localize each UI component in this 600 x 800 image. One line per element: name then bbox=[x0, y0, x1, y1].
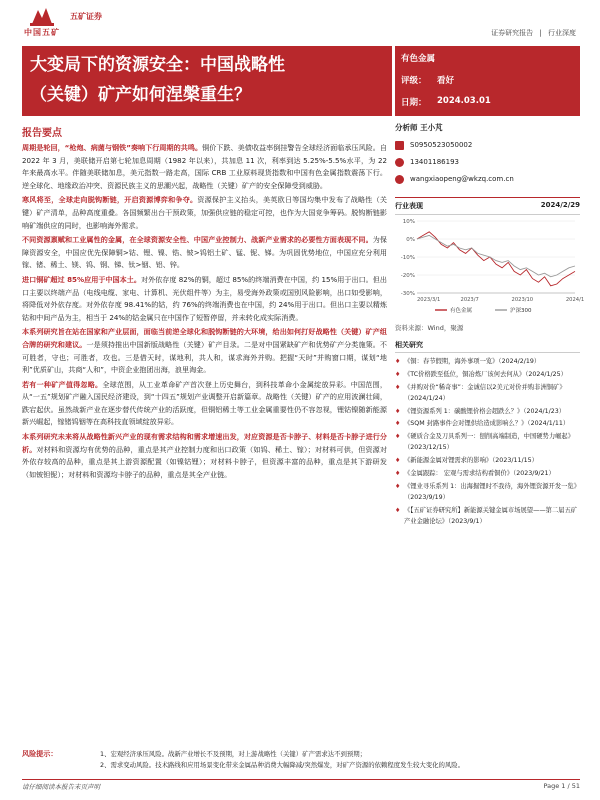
paragraph-2-body: 资源保护主义抬头，美英欧日等国均集中发布了战略性（关键）矿产清单，品种高度重叠。各国频繁出台干预政策，加强供应链的稳定可控，也作为大国竞争筹码。脱钩断链影响矿端供应的同时，也影响海外需求。 bbox=[22, 195, 388, 230]
footer bbox=[22, 782, 580, 791]
legend-label: 沪深300 bbox=[510, 308, 532, 314]
y-tick-label: -30% bbox=[400, 291, 415, 297]
risk-item-1: 1、宏观经济承压风险。战新产业增长不及预期，对上游战略性（关键）矿产需求达不到预期； bbox=[100, 749, 367, 758]
doc-tags bbox=[489, 28, 578, 38]
paragraph-6-highlight: 若有一种矿产值得忽略。 bbox=[22, 379, 103, 389]
rating-box bbox=[395, 46, 580, 116]
paragraph-6 bbox=[22, 379, 387, 429]
y-tick-label: -10% bbox=[400, 255, 415, 261]
paragraph-3-highlight: 不同资源禀赋和工业属性的金属，在全球资源安全性、中国产业控制力、战新产业需求的必要性方面表现不同。 bbox=[22, 235, 373, 245]
performance-chart-svg bbox=[395, 215, 585, 320]
related-research-item[interactable]: ♦ 《【五矿证券研究所】新能源关键金属市场展望——第二届五矿产业金融论坛》（2023/9/1） bbox=[395, 505, 580, 527]
paragraph-3 bbox=[22, 234, 387, 272]
report-category: 行业深度 bbox=[548, 29, 576, 37]
related-research-item[interactable]: ♦ 《金属跟踪： 宏观与需求结构看铜价》（2023/9/21） bbox=[395, 468, 580, 479]
paragraph-3-body: 为保障资源安全，中国应优先保障铜>钴、锂、镍、锆、铍>钨铝土矿、锰、铌、锑。为巩固优势地位，中国应充分利用镓、锗、稀土、镁、钨、钢、锑、钛>铟、铝、锌。 bbox=[22, 235, 388, 270]
paragraph-1-body: 铜价下跌、美债收益率倒挂警告全球经济面临承压风险。自 2022 年 3 月，美联储开启第七轮加息周期（1982 年以来），共加息 11 次，利率到达 5.25%-5.5%水平，为 22 年来最高水平。伴随美联储加息，美元指数一路走高，国际 CRB 工业原料现货指数和中国有色金属指数震荡下行。逆全球化、地缘政治冲突、资源民族主义的思潮兴起，战略性（关键）矿产的安全保障受到威胁。 bbox=[22, 143, 387, 190]
report-title bbox=[22, 46, 392, 110]
rating-value: 看好 bbox=[437, 76, 455, 86]
analyst-name: 分析师 王小芃 bbox=[395, 123, 443, 132]
paragraph-5-highlight: 本系列研究旨在站在国家和产业层面，面临当前逆全球化和脱钩断链的大环境，给出如何打好战略性（关键）矿产组合牌的研究和建议。 bbox=[22, 327, 387, 349]
tag-separator: | bbox=[539, 29, 542, 37]
main-content bbox=[22, 118, 387, 483]
paragraph-5 bbox=[22, 326, 387, 376]
risk-section bbox=[22, 748, 580, 771]
risk-item-2: 2、需求变动风险。技术路线和应用场景变化带来金属品种消费大幅降减/突然爆发，对矿产资源的依赖程度发生较大变化的风险。 bbox=[100, 760, 465, 769]
y-tick-label: 0% bbox=[406, 237, 415, 243]
paragraph-2 bbox=[22, 194, 387, 232]
x-tick-label: 2023/7 bbox=[460, 297, 479, 303]
paragraph-7 bbox=[22, 431, 387, 481]
phone-icon bbox=[395, 158, 404, 167]
series-line-0 bbox=[417, 232, 575, 286]
performance-date: 2024/2/29 bbox=[540, 201, 580, 209]
paragraph-1 bbox=[22, 142, 387, 192]
related-research-item[interactable]: ♦ 《并购对价“稀奇事”：金诚信以2美元对价并购非洲铜矿》（2024/1/24） bbox=[395, 382, 580, 404]
analyst-cert: S0950523050002 bbox=[410, 141, 473, 149]
rating-label: 评级： bbox=[401, 76, 427, 86]
related-research-item[interactable]: ♦ 《锂资源系列 1：碳酸锂价格会超跌么？》（2024/1/23） bbox=[395, 406, 580, 417]
title-banner bbox=[22, 46, 392, 116]
related-research-item[interactable]: ♦ 《新能源金属对锂需求的影响》（2023/11/15） bbox=[395, 455, 580, 466]
y-tick-label: -20% bbox=[400, 273, 415, 279]
top-header bbox=[0, 0, 600, 44]
footer-divider bbox=[22, 779, 580, 780]
related-research-item[interactable]: ♦ 《铜：春节假期，海外事项一览》（2024/2/19） bbox=[395, 356, 580, 367]
certificate-icon bbox=[395, 141, 404, 150]
paragraph-7-highlight: 本系列研究未来将从战略性新兴产业的现有需求结构和需求增速出发，对应资源是否卡脖子、材料是否卡脖子进行分析。 bbox=[22, 432, 387, 454]
performance-chart bbox=[395, 215, 585, 320]
company-logo bbox=[20, 6, 120, 40]
related-research-item[interactable]: ♦ 《SQM 封路事件会对锂供给造成影响么？》（2024/1/11） bbox=[395, 418, 580, 429]
date-value: 2024.03.01 bbox=[437, 96, 491, 106]
risk-list bbox=[22, 749, 580, 771]
related-research-item[interactable]: ♦ 《锂业寻乐系列 1：出海掘锂时不我待，海外锂资源开发一览》（2023/9/19） bbox=[395, 481, 580, 503]
title-line-2: （关键）矿产如何涅槃重生？ bbox=[30, 85, 251, 105]
date-label: 日期： bbox=[401, 98, 427, 108]
paragraph-2-highlight: 寒风将至，全球走向脱钩断链，开启资源博弈和争夺。 bbox=[22, 195, 198, 205]
paragraph-4-highlight: 进口铜矿超过 85%应用于中国本土。 bbox=[22, 274, 141, 284]
analyst-email-row bbox=[395, 174, 580, 184]
paragraph-5-body: 一是须持推出中国新版战略性（关键）矿产目录。二是对中国紧缺矿产和优势矿产分类施策。不可胜者，守也；可胜者，攻也。三是借天时，谋地利，共人和，谋求海外并购。把握“天时”并购窗口期，谋划“地利”优质矿山，共商“人和”，中资企业抱团出海，浪里淘金。 bbox=[22, 339, 388, 375]
analyst-email[interactable]: wangxiaopeng@wkzq.com.cn bbox=[410, 175, 514, 183]
analyst-phone-row bbox=[395, 157, 580, 167]
minmetals-logo-icon bbox=[30, 6, 54, 26]
x-tick-label: 2023/10 bbox=[511, 297, 534, 303]
related-research-title: 相关研究 bbox=[395, 340, 580, 353]
email-icon bbox=[395, 175, 404, 184]
page-number: Page 1 / 51 bbox=[543, 782, 580, 790]
paragraph-7-body: 对材料和资源均有优势的品种，重点是其产业控制力度和出口政策（如钨、稀土、镓）；对材料可供，但资源对外依存较高的品种，重点是其上游资源配置（如镍钴锂）；对材料卡脖子，但资源丰富的品种，重点是其下游研发（如铍钽铌）；对材料和资源均卡脖子的品种，重点是其全产业链。 bbox=[22, 444, 388, 479]
y-tick-label: 10% bbox=[402, 219, 415, 225]
paragraph-1-highlight: 周期是轮回，“枪炮、病菌与钢铁”奏响下行周期的共鸣。 bbox=[22, 143, 203, 152]
related-research-item[interactable]: ♦ 《硬质合金及刀具系列一：刨削高端制造，中国硬势力崛起》（2023/12/15） bbox=[395, 431, 580, 453]
related-research-list bbox=[395, 356, 580, 527]
company-name-cn: 中国五矿 bbox=[24, 28, 60, 37]
x-tick-label: 2023/3/1 bbox=[417, 297, 441, 303]
paragraph-4 bbox=[22, 274, 387, 324]
report-type: 证券研究报告 bbox=[491, 29, 534, 37]
securities-name: 五矿证券 bbox=[70, 12, 102, 21]
series-line-1 bbox=[417, 235, 575, 276]
x-tick-label: 2024/1 bbox=[565, 297, 585, 303]
performance-title: 行业表现 bbox=[395, 202, 423, 210]
footer-disclaimer: 请仔细阅读本报告末页声明 bbox=[22, 783, 100, 791]
risk-title-text: 风险提示： bbox=[22, 749, 58, 758]
paragraph-4-body: 对外依存度 82%的铜，超过 85%的终端消费在中国，约 15%用于出口。但出口主要以终端产品（电线电缆、家电、计算机、光伏组件等）为主，易受海外政策或国别风险影响，出口如受影响，将降低对外依存度。对外依存度 98.41%的钴，约 76%的终端消费也在中国，约 24%用于出口。但出口主要以精炼钴和中间产品为主，相当于 24%的钴金属只在中国作了短暂停留，并未转化成实际消费。 bbox=[22, 274, 387, 322]
sidebar bbox=[395, 118, 585, 529]
related-research-item[interactable]: ♦ 《TC价格跌至低位，铜冶炼厂该何去何从》（2024/1/25） bbox=[395, 369, 580, 380]
legend-label: 有色金属 bbox=[450, 308, 473, 314]
paragraph-6-body: 全球范围，从工业革命矿产首次登上历史舞台，到科技革命小金属绽放异彩。中国范围，从“一五”规划矿产融入国民经济建设，到“十四五”规划产业调整开启新篇章。战略性（关键）矿产的应用波澜壮阔，跌宕起伏。虽然战新产业在逐步替代传统产业的活跃度，但铜铝稀土等工业金属重要性仍不容忽视，锂钴镍随新能源新兴崛起，镓锗钨铟等在高科技直领域绽放异彩。 bbox=[22, 379, 388, 427]
performance-header bbox=[395, 197, 580, 215]
summary-title: 报告要点 bbox=[22, 128, 62, 139]
title-line-1: 大变局下的资源安全：中国战略性 bbox=[30, 55, 285, 75]
analyst-cert-row bbox=[395, 140, 580, 150]
chart-source: 资料来源：Wind，聚源 bbox=[395, 324, 464, 332]
industry-name: 有色金属 bbox=[401, 54, 436, 64]
analyst-phone: 13401186193 bbox=[410, 158, 459, 166]
